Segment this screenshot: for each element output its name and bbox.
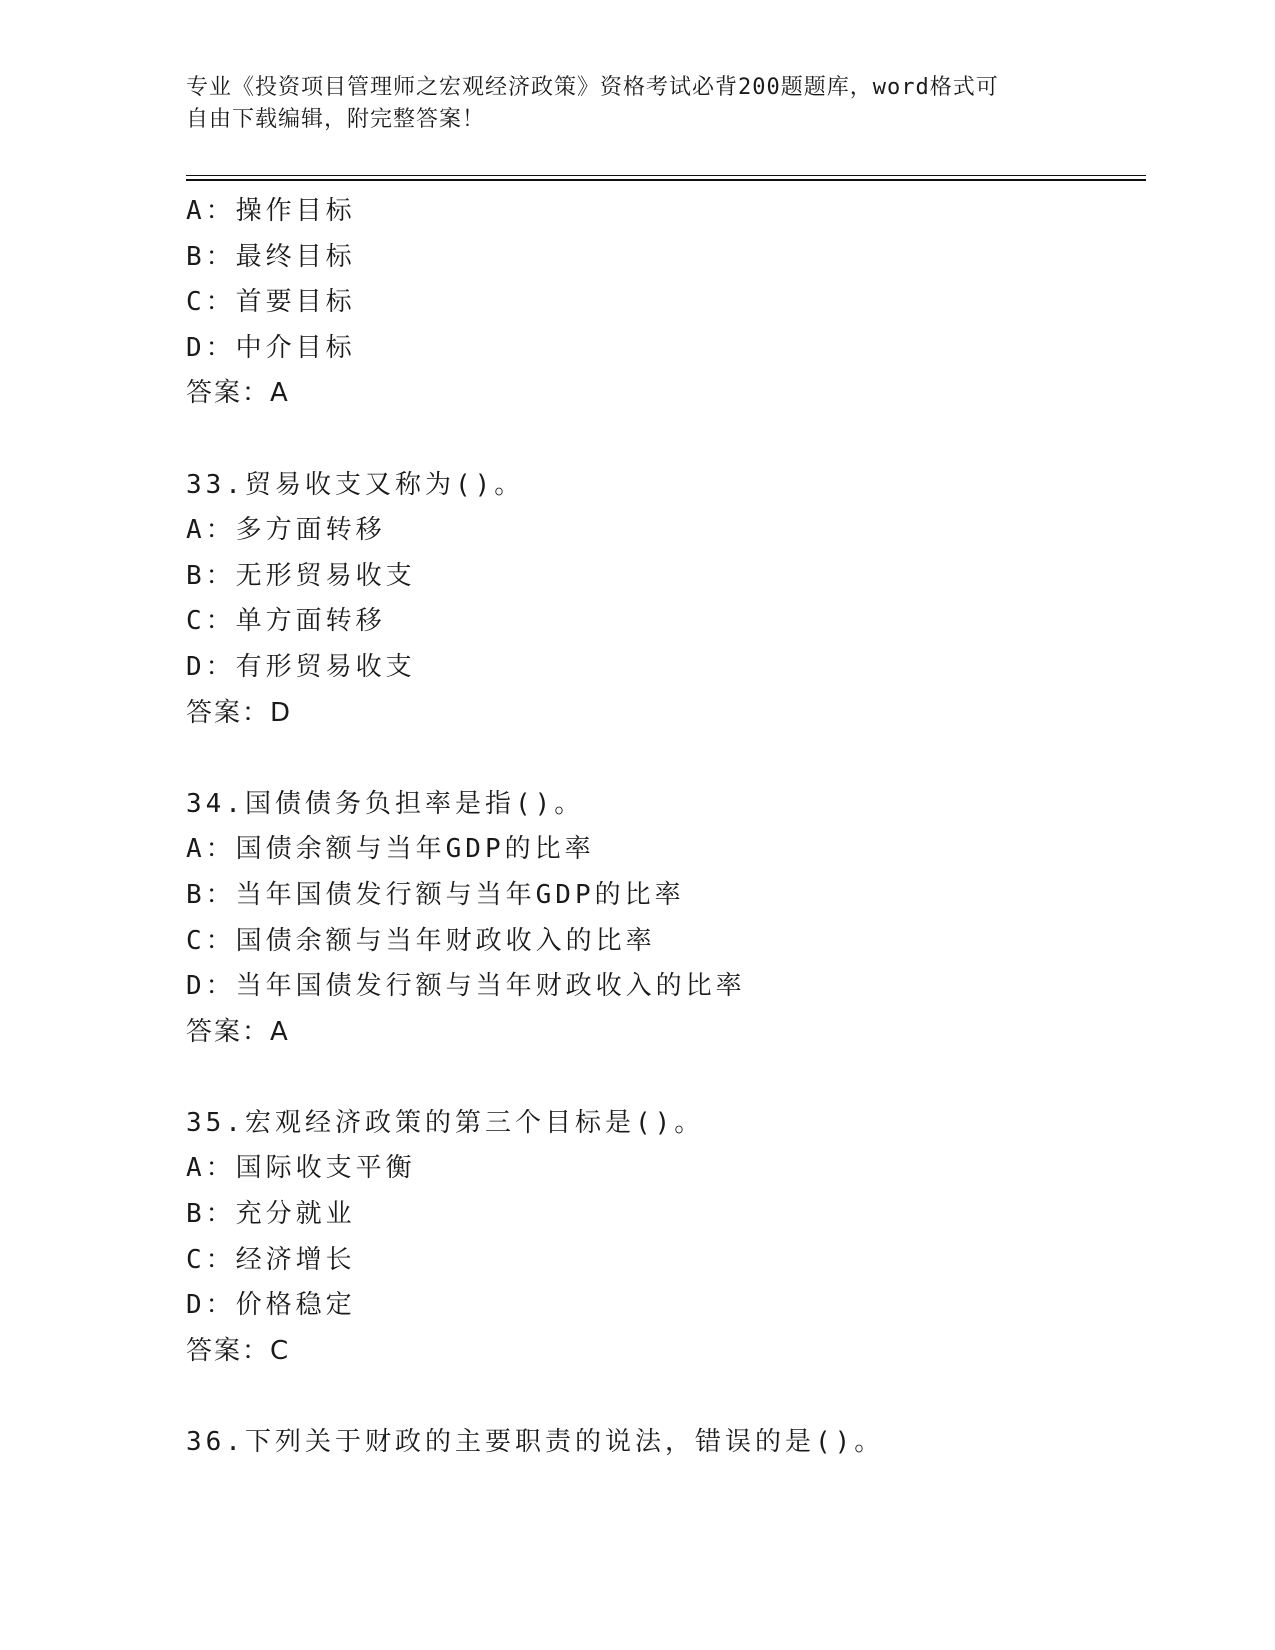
option-d: D：有形贸易收支 bbox=[186, 651, 416, 682]
option-b: B：最终目标 bbox=[186, 241, 356, 272]
question-stem: 34.国债债务负担率是指()。 bbox=[186, 788, 585, 819]
option-d: D：当年国债发行额与当年财政收入的比率 bbox=[186, 971, 746, 1002]
option-d: D：中介目标 bbox=[186, 332, 356, 363]
header-rule-thin bbox=[186, 175, 1146, 176]
answer: 答案：D bbox=[186, 697, 293, 728]
option-c: C：国债余额与当年财政收入的比率 bbox=[186, 925, 656, 956]
question-stem: 35.宏观经济政策的第三个目标是()。 bbox=[186, 1107, 705, 1138]
option-c: C：经济增长 bbox=[186, 1244, 356, 1275]
spacer bbox=[186, 417, 1146, 463]
question-stem: 33.贸易收支又称为()。 bbox=[186, 469, 525, 500]
question-36 bbox=[186, 1420, 1146, 1466]
option-a: A：国际收支平衡 bbox=[186, 1153, 416, 1184]
question-34 bbox=[186, 782, 1146, 1056]
option-c: C：单方面转移 bbox=[186, 606, 386, 637]
option-d: D：价格稳定 bbox=[186, 1290, 356, 1321]
option-b: B：无形贸易收支 bbox=[186, 560, 416, 591]
spacer bbox=[186, 1055, 1146, 1101]
answer: 答案：C bbox=[186, 1335, 291, 1366]
option-a: A：国债余额与当年GDP的比率 bbox=[186, 834, 595, 865]
spacer bbox=[186, 736, 1146, 782]
option-c: C：首要目标 bbox=[186, 287, 356, 318]
header-line-2: 自由下载编辑，附完整答案！ bbox=[186, 107, 486, 132]
question-list bbox=[186, 189, 1146, 1466]
option-a: A：操作目标 bbox=[186, 196, 356, 226]
header-rule-thick bbox=[186, 179, 1146, 181]
question-33 bbox=[186, 463, 1146, 737]
document-header bbox=[186, 72, 1066, 136]
option-a: A：多方面转移 bbox=[186, 515, 386, 546]
answer: 答案：A bbox=[186, 378, 290, 409]
question-32-continued bbox=[186, 189, 1146, 417]
option-b: B：当年国债发行额与当年GDP的比率 bbox=[186, 879, 685, 910]
question-stem: 36.下列关于财政的主要职责的说法，错误的是()。 bbox=[186, 1427, 885, 1458]
spacer bbox=[186, 1374, 1146, 1420]
answer: 答案：A bbox=[186, 1016, 290, 1047]
header-line-1: 专业《投资项目管理师之宏观经济政策》资格考试必背200题题库，word格式可 bbox=[186, 75, 999, 100]
option-b: B：充分就业 bbox=[186, 1199, 356, 1230]
question-35 bbox=[186, 1101, 1146, 1375]
